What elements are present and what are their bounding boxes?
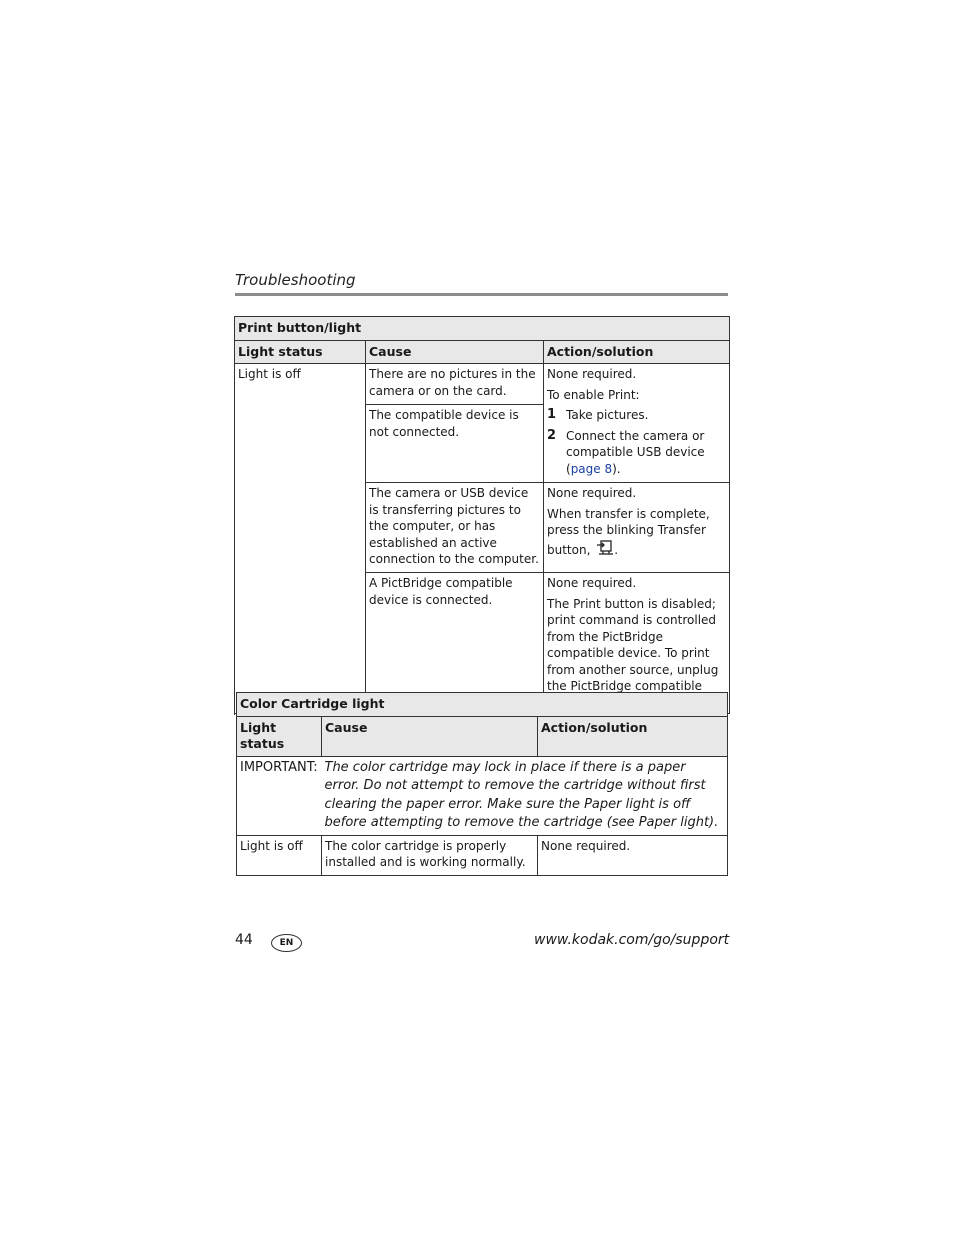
action-text-part: . bbox=[614, 542, 619, 557]
action-cell bbox=[544, 364, 730, 483]
color-cartridge-table bbox=[236, 692, 728, 876]
cause-cell: There are no pictures in the camera or on the card. bbox=[366, 364, 544, 405]
step-item bbox=[547, 428, 726, 478]
column-header: Cause bbox=[366, 340, 544, 364]
step-text-part: Connect the camera or compatible USB device ( bbox=[566, 428, 705, 476]
table-row bbox=[235, 364, 730, 405]
table-row bbox=[237, 835, 728, 875]
light-status-cell: Light is off bbox=[237, 835, 322, 875]
transfer-button-icon bbox=[596, 539, 614, 562]
important-row bbox=[237, 756, 728, 835]
table-title: Print button/light bbox=[235, 317, 730, 341]
language-badge: EN bbox=[271, 934, 302, 952]
column-header: Light status bbox=[237, 716, 322, 756]
support-url[interactable]: www.kodak.com/go/support bbox=[534, 932, 730, 948]
action-cell: None required. bbox=[538, 835, 728, 875]
action-text: To enable Print: bbox=[547, 387, 640, 402]
important-label bbox=[237, 756, 322, 835]
step-text-part: ). bbox=[612, 461, 621, 476]
section-title: Troubleshooting bbox=[235, 271, 356, 289]
action-text: The Print button is disabled; print command is controlled from the PictBridge compatible device. To print from another source, unplug the PictBridge compatible bbox=[547, 596, 719, 693]
light-status-cell: Light is off bbox=[235, 364, 366, 714]
page-number: 44 bbox=[235, 932, 253, 948]
important-label-text: IMPORTANT: bbox=[240, 759, 318, 775]
cause-cell: The color cartridge is properly installed and is working normally. bbox=[322, 835, 538, 875]
cause-cell: The camera or USB device is transferring pictures to the computer, or has established an active connection to the computer. bbox=[366, 483, 544, 573]
step-text: Take pictures. bbox=[566, 408, 649, 422]
important-note-text: The color cartridge may lock in place if there is a paper error. Do not attempt to remove the cartridge without first clearing the paper error. Make sure the Paper light is off before attempting to remove the cartridge (see Paper light). bbox=[324, 759, 719, 830]
action-text bbox=[547, 506, 726, 562]
column-header: Action/solution bbox=[544, 340, 730, 364]
step-item bbox=[547, 407, 726, 424]
column-header: Action/solution bbox=[538, 716, 728, 756]
important-note bbox=[322, 756, 728, 835]
cause-cell: A PictBridge compatible device is connected. bbox=[366, 573, 544, 714]
column-header: Cause bbox=[322, 716, 538, 756]
action-cell bbox=[544, 483, 730, 573]
action-text: None required. bbox=[547, 576, 637, 590]
column-header: Light status bbox=[235, 340, 366, 364]
action-text-part: When transfer is complete, press the blinking Transfer button, bbox=[547, 506, 710, 557]
table-title: Color Cartridge light bbox=[237, 693, 728, 717]
action-text: None required. bbox=[547, 486, 637, 500]
cause-cell: The compatible device is not connected. bbox=[366, 405, 544, 483]
step-number: 1 bbox=[547, 407, 557, 422]
header-rule bbox=[235, 293, 728, 296]
print-button-table bbox=[234, 316, 730, 714]
action-text: None required. bbox=[547, 367, 637, 381]
page-link[interactable]: page 8 bbox=[570, 461, 613, 476]
step-text bbox=[566, 428, 726, 478]
step-number: 2 bbox=[547, 427, 557, 443]
